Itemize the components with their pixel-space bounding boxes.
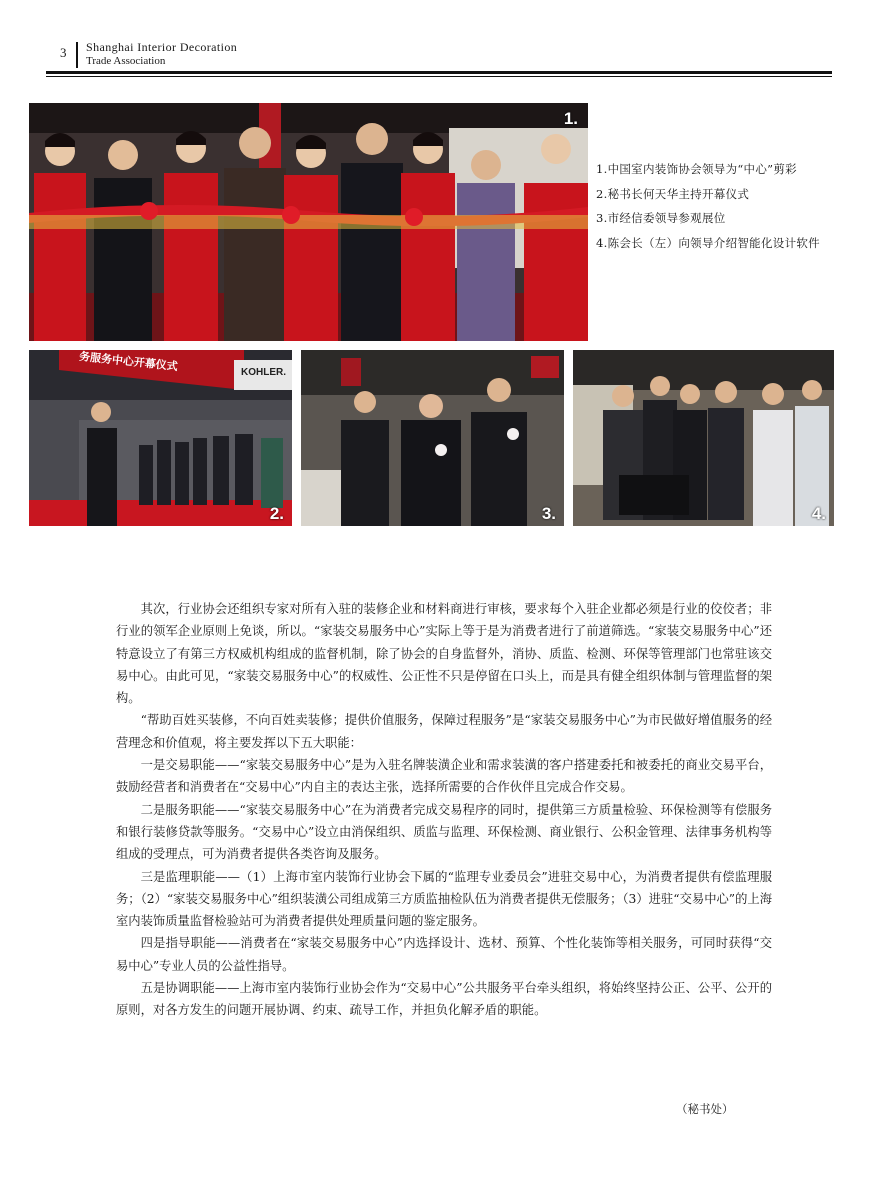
photo-number: 1. (563, 109, 578, 128)
photo-ribbon-cutting (29, 103, 588, 341)
caption-3: 3.市经信委领导参观展位 (596, 211, 726, 225)
caption-1: 1.中国室内装饰协会领导为“中心”剪彩 (596, 162, 797, 176)
paragraph: 五是协调职能——上海市室内装饰行业协会作为“交易中心”公共服务平台牵头组织，将始终坚持公正、公平、公开的原则，对各方发生的问题开展协调、约束、疏导工作，并担负化解矛盾的职能。 (116, 981, 772, 1018)
header-rule (46, 71, 832, 74)
paragraph: 其次，行业协会还组织专家对所有入驻的装修企业和材料商进行审核，要求每个入驻企业都必须是行业的佼佼者；非行业的领军企业原则上免谈，所以。“家装交易服务中心”实际上等于是为消费者进行了前道筛选。“家装交易服务中心”还特意设立了有第三方权威机构组成的监督机制，除了协会的自身监督外，消协、质监、检测、环保等管理部门也常驻该交易中心。由此可见，“家装交易服务中心”的权威性、公正性不只是停留在口头上，而是具有健全组织体制与管理监督的架构。 (116, 602, 772, 706)
photo-captions (596, 157, 866, 255)
caption-2: 2.秘书长何天华主持开幕仪式 (596, 186, 750, 201)
banner-text: 务服务中心开幕仪式 (78, 350, 179, 374)
brand-sign: KOHLER. (241, 367, 286, 378)
page-header (0, 0, 884, 80)
photo-number: 4. (811, 504, 826, 523)
photo-number: 3. (541, 504, 556, 523)
article-body (116, 598, 772, 1022)
photo-tour-exhibition (301, 350, 564, 526)
photo-host-podium (29, 350, 292, 526)
header-rule-thin (46, 76, 832, 77)
caption-4: 4.陈会长（左）向领导介绍智能化设计软件 (596, 235, 820, 250)
author-signoff: （秘书处） (676, 1102, 734, 1116)
photo-software-demo (573, 350, 834, 526)
paragraph: 三是监理职能——（1）上海市室内装饰行业协会下属的“监理专业委员会”进驻交易中心，为消费者提供有偿监理服务；（2）“家装交易服务中心”组织装潢公司组成第三方质监抽检队伍为消费者提供无偿服务；（3）进驻“交易中心”的上海室内装饰质量监督检验站可为消费者提供处理质量问题的鉴定服务。 (116, 869, 772, 929)
paragraph: 二是服务职能——“家装交易服务中心”在为消费者完成交易程序的同时，提供第三方质量检验、环保检测等有偿服务和银行装修贷款等服务。“交易中心”设立由消保组织、质监与监理、环保检测、商业银行、公积金管理、法律事务机构等组成的受理点，可为消费者提供各类咨询及服务。 (116, 802, 772, 862)
header-divider (76, 42, 78, 68)
paragraph: 一是交易职能——“家装交易服务中心”是为入驻名牌装潢企业和需求装潢的客户搭建委托和被委托的商业交易平台，鼓励经营者和消费者在“交易中心”内自主的表达主张，选择所需要的合作伙伴且完成合作交易。 (116, 758, 772, 795)
paragraph: 四是指导职能——消费者在“家装交易服务中心”内选择设计、选材、预算、个性化装饰等相关服务，可同时获得“交易中心”专业人员的公益性指导。 (116, 936, 772, 973)
org-name-line2: Trade Association (86, 55, 166, 67)
org-name-line1: Shanghai Interior Decoration (86, 40, 238, 54)
page-number: 3 (60, 45, 67, 60)
photo-number: 2. (269, 504, 284, 523)
paragraph: “帮助百姓买装修，不向百姓卖装修；提供价值服务，保障过程服务”是“家装交易服务中心”为市民做好增值服务的经营理念和价值观，将主要发挥以下五大职能： (116, 713, 772, 750)
